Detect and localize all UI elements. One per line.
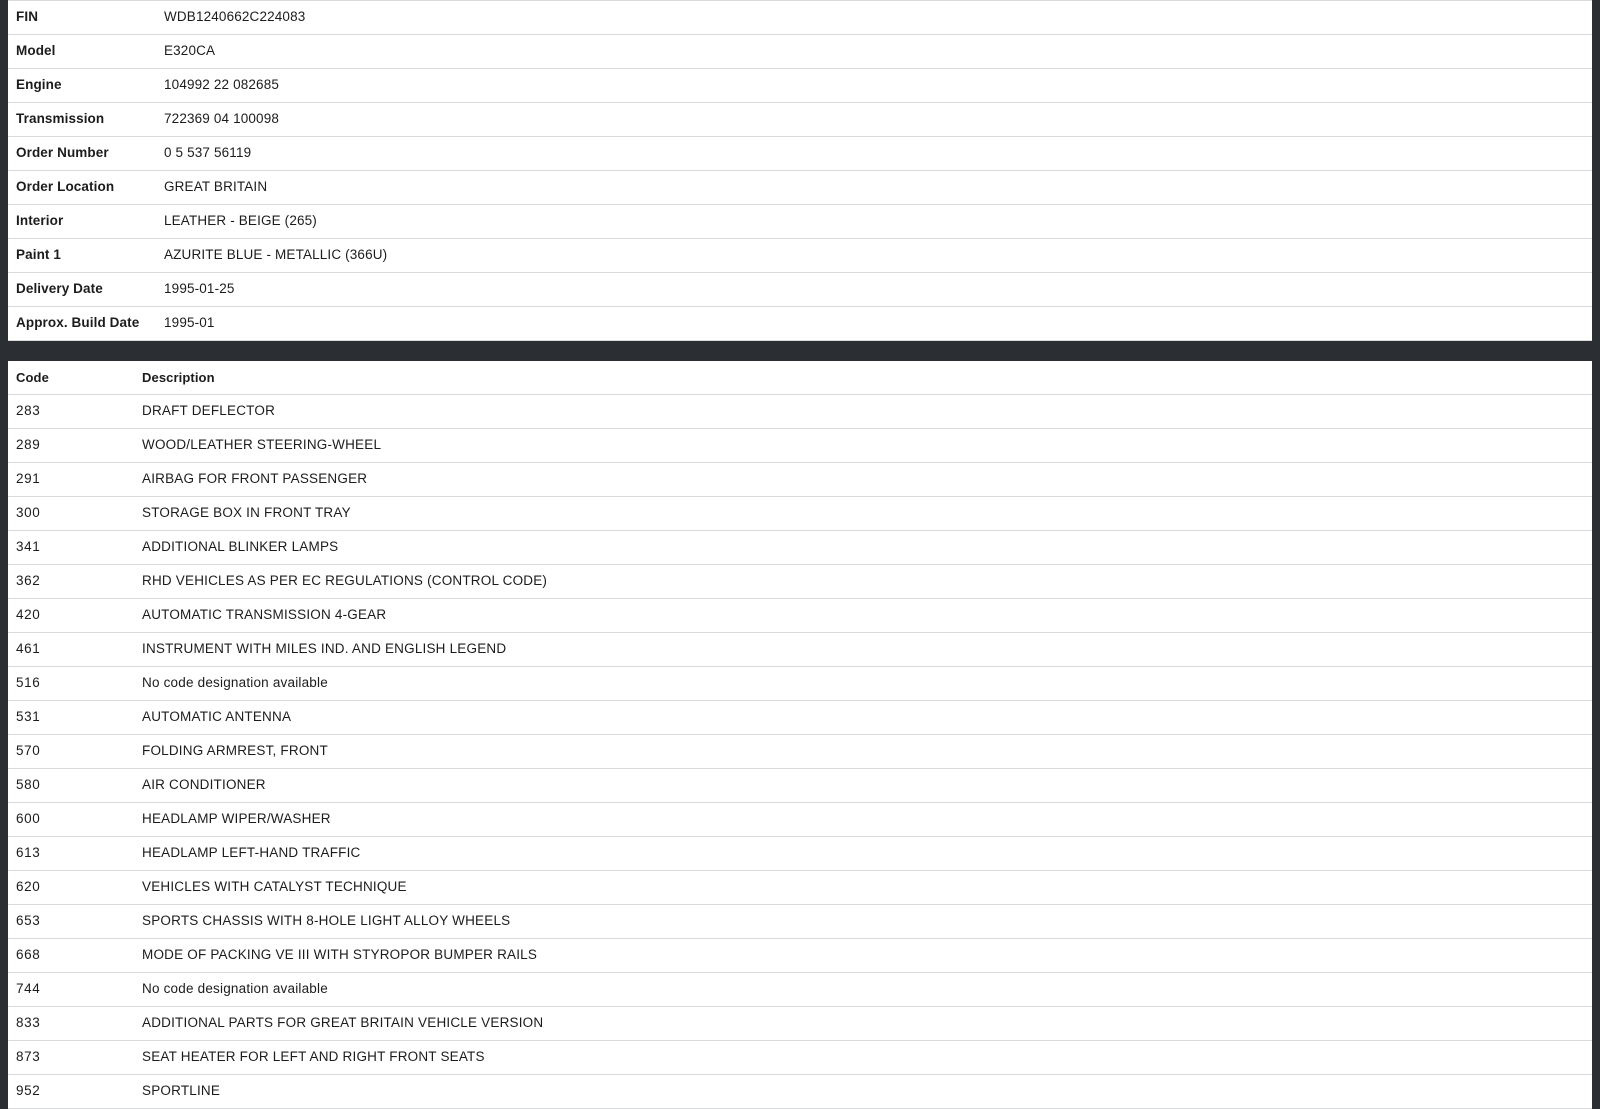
table-row [8, 171, 1592, 205]
spec-label: FIN [16, 9, 39, 24]
table-row [8, 69, 1592, 103]
table-row [8, 769, 1592, 803]
description-cell: WOOD/LEATHER STEERING-WHEEL [142, 437, 382, 452]
table-row [8, 803, 1592, 837]
table-row [8, 463, 1592, 497]
code-cell: 580 [16, 777, 41, 792]
code-cell: 873 [16, 1049, 41, 1064]
description-cell: SEAT HEATER FOR LEFT AND RIGHT FRONT SEATS [142, 1049, 485, 1064]
table-row [8, 599, 1592, 633]
vehicle-spec-body [8, 1, 1592, 341]
description-cell: MODE OF PACKING VE III WITH STYROPOR BUMPER RAILS [142, 947, 538, 962]
code-cell: 461 [16, 641, 41, 656]
table-row [8, 395, 1592, 429]
table-row [8, 1041, 1592, 1075]
description-cell: ADDITIONAL BLINKER LAMPS [142, 539, 339, 554]
code-cell: 531 [16, 709, 41, 724]
table-row [8, 497, 1592, 531]
table-row [8, 103, 1592, 137]
code-cell: 570 [16, 743, 41, 758]
document-content [8, 0, 1592, 1109]
code-cell: 341 [16, 539, 41, 554]
description-cell: HEADLAMP LEFT-HAND TRAFFIC [142, 845, 361, 860]
description-cell: No code designation available [142, 981, 328, 996]
vehicle-spec-table [8, 0, 1592, 341]
table-row [8, 35, 1592, 69]
code-cell: 744 [16, 981, 41, 996]
option-codes-body [8, 395, 1592, 1109]
header-description: Description [142, 370, 215, 385]
option-codes-table [8, 361, 1592, 1109]
table-row [8, 837, 1592, 871]
description-cell: RHD VEHICLES AS PER EC REGULATIONS (CONTROL CODE) [142, 573, 548, 588]
table-row [8, 429, 1592, 463]
spec-value: 722369 04 100098 [164, 111, 280, 126]
description-cell: DRAFT DEFLECTOR [142, 403, 276, 418]
code-cell: 600 [16, 811, 41, 826]
code-cell: 362 [16, 573, 41, 588]
spec-label: Interior [16, 213, 64, 228]
code-cell: 613 [16, 845, 41, 860]
table-row [8, 667, 1592, 701]
description-cell: STORAGE BOX IN FRONT TRAY [142, 505, 351, 520]
header-code: Code [16, 370, 49, 385]
table-row [8, 239, 1592, 273]
table-row [8, 1, 1592, 35]
page-right-gutter [1592, 0, 1600, 1109]
code-cell: 653 [16, 913, 41, 928]
table-row [8, 905, 1592, 939]
code-cell: 516 [16, 675, 41, 690]
spec-label: Approx. Build Date [16, 315, 140, 330]
table-row [8, 633, 1592, 667]
table-row [8, 531, 1592, 565]
spec-value: GREAT BRITAIN [164, 179, 268, 194]
spec-label: Transmission [16, 111, 105, 126]
table-row [8, 701, 1592, 735]
table-row [8, 273, 1592, 307]
spec-label: Order Location [16, 179, 115, 194]
description-cell: AUTOMATIC ANTENNA [142, 709, 292, 724]
description-cell: FOLDING ARMREST, FRONT [142, 743, 328, 758]
table-row [8, 307, 1592, 341]
spec-value: 1995-01-25 [164, 281, 235, 296]
table-row [8, 871, 1592, 905]
table-row [8, 1075, 1592, 1109]
description-cell: HEADLAMP WIPER/WASHER [142, 811, 331, 826]
code-cell: 952 [16, 1083, 41, 1098]
spec-label: Model [16, 43, 56, 58]
description-cell: AIR CONDITIONER [142, 777, 266, 792]
code-cell: 620 [16, 879, 41, 894]
spec-value: 1995-01 [164, 315, 215, 330]
section-divider-band [0, 341, 1600, 361]
spec-label: Paint 1 [16, 247, 61, 262]
table-row [8, 735, 1592, 769]
table-row [8, 939, 1592, 973]
code-cell: 291 [16, 471, 41, 486]
description-cell: AIRBAG FOR FRONT PASSENGER [142, 471, 368, 486]
table-row [8, 205, 1592, 239]
table-row [8, 565, 1592, 599]
spec-label: Order Number [16, 145, 109, 160]
spec-label: Engine [16, 77, 62, 92]
description-cell: VEHICLES WITH CATALYST TECHNIQUE [142, 879, 407, 894]
description-cell: ADDITIONAL PARTS FOR GREAT BRITAIN VEHICLE VERSION [142, 1015, 544, 1030]
code-cell: 289 [16, 437, 41, 452]
page-left-gutter [0, 0, 8, 1109]
code-cell: 300 [16, 505, 41, 520]
spec-value: E320CA [164, 43, 216, 58]
table-header-row [8, 361, 1592, 395]
option-codes-head [8, 361, 1592, 395]
spec-value: AZURITE BLUE - METALLIC (366U) [164, 247, 388, 262]
code-cell: 668 [16, 947, 41, 962]
code-cell: 420 [16, 607, 41, 622]
table-row [8, 973, 1592, 1007]
code-cell: 833 [16, 1015, 41, 1030]
spec-value: 104992 22 082685 [164, 77, 280, 92]
spec-label: Delivery Date [16, 281, 103, 296]
code-cell: 283 [16, 403, 41, 418]
spec-value: LEATHER - BEIGE (265) [164, 213, 317, 228]
description-cell: No code designation available [142, 675, 328, 690]
description-cell: AUTOMATIC TRANSMISSION 4-GEAR [142, 607, 387, 622]
spec-value: WDB1240662C224083 [164, 9, 306, 24]
description-cell: SPORTLINE [142, 1083, 221, 1098]
description-cell: SPORTS CHASSIS WITH 8-HOLE LIGHT ALLOY WHEELS [142, 913, 511, 928]
description-cell: INSTRUMENT WITH MILES IND. AND ENGLISH LEGEND [142, 641, 507, 656]
spec-value: 0 5 537 56119 [164, 145, 252, 160]
table-row [8, 137, 1592, 171]
